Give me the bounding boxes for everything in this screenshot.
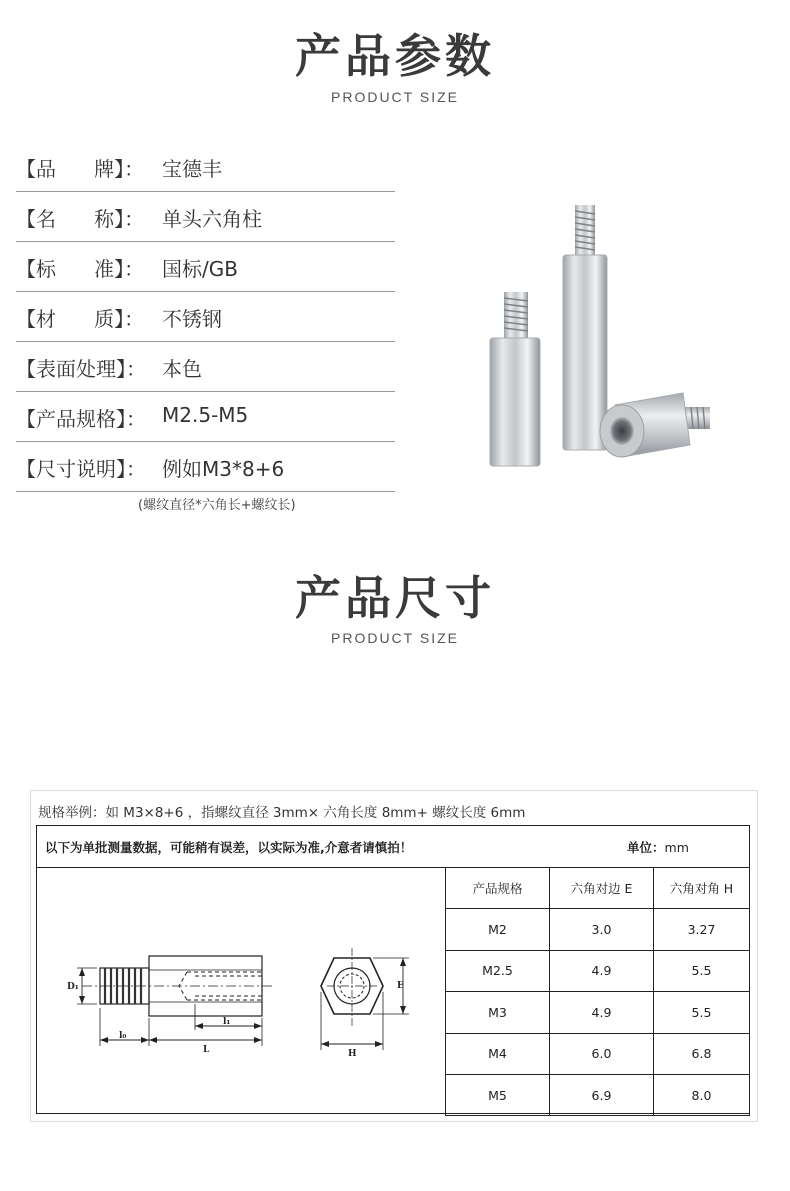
notice-box: [36, 825, 750, 868]
spec-value: 本色: [162, 357, 202, 381]
section-subtitle-size: PRODUCT SIZE: [331, 630, 459, 646]
table-row: [446, 909, 750, 950]
spec-label: 【品 牌】：: [16, 157, 145, 181]
section-title-params: 产品参数: [295, 29, 495, 83]
header-across-flats: 六角对边 E: [550, 868, 654, 909]
spec-label: 【名 称】：: [16, 207, 145, 231]
cell-e: 4.9: [550, 950, 654, 991]
table-row: [446, 950, 750, 991]
cell-spec: M3: [446, 992, 550, 1033]
short-standoff: [490, 292, 540, 466]
cell-e: 6.9: [550, 1074, 654, 1115]
cell-spec: M2.5: [446, 950, 550, 991]
spec-label: 【表面处理】：: [16, 357, 146, 381]
label-e: E: [397, 981, 404, 991]
spec-value: 例如M3*8+6: [162, 457, 285, 481]
label-d1: D₁: [67, 982, 79, 992]
section-title-size: 产品尺寸: [295, 571, 495, 625]
spec-value: M2.5-M5: [162, 403, 249, 427]
spec-label: 【产品规格】：: [16, 407, 146, 431]
spec-label: 【尺寸说明】：: [16, 457, 146, 481]
spec-row-dimension-note: [16, 442, 395, 492]
spec-example: 规格举例：如 M3×8+6 ，指螺纹直径 3mm× 六角长度 8mm+ 螺纹长度 6mm: [38, 805, 526, 821]
label-l1: l₁: [223, 1017, 231, 1027]
cell-h: 6.8: [654, 1033, 750, 1074]
cell-spec: M2: [446, 909, 550, 950]
unit-value: mm: [664, 840, 689, 855]
cell-e: 4.9: [550, 992, 654, 1033]
section-subtitle-params: PRODUCT SIZE: [331, 89, 459, 105]
spec-row-size-range: [16, 392, 395, 442]
dimension-table: [445, 867, 750, 1116]
spec-value: 宝德丰: [162, 157, 222, 181]
spec-row-name: [16, 192, 395, 242]
cell-e: 3.0: [550, 909, 654, 950]
spec-row-finish: [16, 342, 395, 392]
spec-value: 不锈钢: [162, 307, 222, 331]
cell-h: 5.5: [654, 950, 750, 991]
spec-row-material: [16, 292, 395, 342]
spec-value: 单头六角柱: [162, 207, 262, 231]
spec-row-standard: [16, 242, 395, 292]
label-h: H: [348, 1049, 357, 1059]
measurement-notice: 以下为单批测量数据，可能稍有误差，以实际为准,介意者请慎拍！: [45, 840, 413, 855]
label-l0: l₀: [119, 1031, 127, 1041]
technical-drawing: [37, 868, 445, 1113]
lying-standoff: [600, 393, 710, 457]
table-row: [446, 1033, 750, 1074]
spec-value: 国标/GB: [162, 257, 238, 281]
cell-spec: M4: [446, 1033, 550, 1074]
product-photo: [480, 195, 720, 480]
unit-label-text: 单位：: [627, 840, 665, 855]
label-l: L: [203, 1045, 210, 1055]
table-header-row: [446, 868, 750, 909]
cell-h: 3.27: [654, 909, 750, 950]
cell-h: 8.0: [654, 1074, 750, 1115]
cell-spec: M5: [446, 1074, 550, 1115]
cell-h: 5.5: [654, 992, 750, 1033]
table-row: [446, 992, 750, 1033]
spec-note: (螺纹直径*六角长+螺纹长): [138, 498, 296, 513]
spec-row-brand: [16, 142, 395, 192]
header-spec: 产品规格: [446, 868, 550, 909]
unit-label: [627, 838, 689, 856]
header-across-corners: 六角对角 H: [654, 868, 750, 909]
spec-label: 【标 准】：: [16, 257, 145, 281]
tall-standoff: [563, 205, 607, 450]
spec-label: 【材 质】：: [16, 307, 145, 331]
cell-e: 6.0: [550, 1033, 654, 1074]
table-row: [446, 1074, 750, 1115]
dimension-body: [36, 867, 750, 1114]
